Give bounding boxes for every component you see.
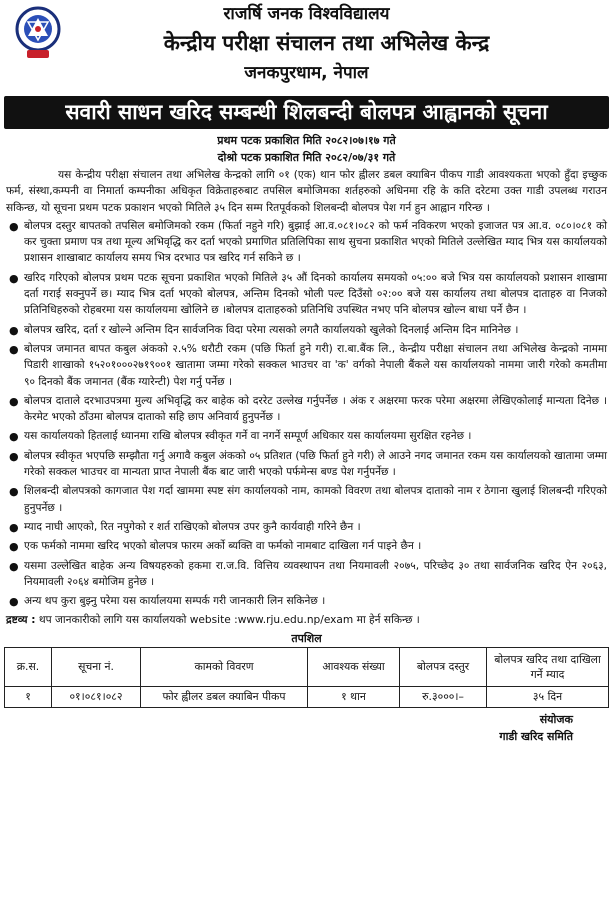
signature-block — [0, 711, 613, 745]
condition-item — [6, 519, 607, 535]
header-work-description: कामको विवरण — [141, 647, 308, 686]
bullet-icon: ● — [9, 540, 19, 554]
condition-text: अन्य थप कुरा बुझ्नु परेमा यस कार्यालयमा सम्पर्क गरी जानकारी लिन सकिनेछ । — [24, 595, 326, 608]
center-name: केन्द्रीय परीक्षा संचालन तथा अभिलेख केन्द्र — [163, 31, 490, 55]
condition-item — [6, 558, 607, 591]
condition-item — [6, 218, 607, 267]
condition-item — [6, 270, 607, 319]
bullet-icon: ● — [9, 559, 19, 573]
cell-sn: १ — [5, 686, 52, 707]
condition-item — [6, 448, 607, 481]
signature-committee: गाडी खरिद समिति — [499, 729, 573, 743]
intro-paragraph: यस केन्द्रीय परीक्षा संचालन तथा अभिलेख केन्द्रको लागि ०१ (एक) थान फोर ह्वीलर डबल क्याबिन पीकप गाडी आवश्यकता भएको हुँदा इच्छुक फर्म, संस्था,कम्पनी वा निमार्ता कम्पनीका अधिकृत विक्रेताहरुबाट तपसिल बमोजिमका शर्तहरुको अधिनमा रहि के कति दरेटमा उक्त गाडी उपलब्ध गराउन सकिन्छ, यो सूचना प्रथम पटक प्रकाशन भएको मितिले ३५ दिन सम्म रितपूर्वकको शिलबन्दी बोलपत्र पेश गर्न हुन आह्वान गरिन्छ । — [6, 169, 607, 214]
cell-deadline: ३५ दिन — [487, 686, 609, 707]
note — [6, 612, 607, 628]
condition-text: यस कार्यालयको हितलाई ध्यानमा राखि बोलपत्र स्वीकृत गर्ने वा नगर्ने सम्पूर्ण अधिकार यस कार्यालयमा सुरक्षित रहनेछ । — [24, 430, 472, 443]
notice-body — [0, 167, 613, 629]
bullet-icon: ● — [9, 595, 19, 609]
condition-item — [6, 341, 607, 390]
table-header-row — [5, 647, 609, 686]
notice-title-banner: सवारी साधन खरिद सम्बन्धी शिलबन्दी बोलपत्र आह्वानको सूचना — [4, 96, 609, 129]
condition-text: बोलपत्र जमानत बापत कबुल अंकको २.५% धरौटी रकम (पछि फिर्ता हुने गरी) रा.बा.बैंक लि., केन्द्रीय परीक्षा संचालन तथा अभिलेख केन्द्रको नाममा पिडारी शाखाको १५२०१०००२७१९००१ खातामा जम्मा गरेको सक्कल भाउचर वा 'क' वर्गको नेपाली बैंकले यस कार्यालयको नाममा जारी गरेको कमतीमा ९० दिनको बैंक जमानत (बैंक ग्यारेन्टी) पेश गर्नु पर्नेछ । — [24, 342, 607, 388]
condition-text: म्याद नाघी आएको, रित नपुगेको र शर्त राखिएको बोलपत्र उपर कुनै कार्यवाही गरिने छैन । — [24, 520, 361, 533]
condition-text: बोलपत्र दाताले दरभाउपत्रमा मुल्य अभिवृद्धि कर बाहेक को दररेट उल्लेख गर्नुपर्नेछ । अंक र अक्षरमा फरक परेमा अक्षरमा लेखिएकोलाई मान्यता दिनेछ । केरमेट भएको ठाँउमा बोलपत्र दाताको सहि छाप अनिवार्य हुनुपर्नेछ । — [24, 394, 607, 424]
bullet-icon: ● — [9, 485, 19, 499]
header-sn: क्र.स. — [5, 647, 52, 686]
condition-item — [6, 322, 607, 338]
bullet-icon: ● — [9, 520, 19, 534]
condition-item — [6, 593, 607, 609]
cell-notice-no: ०१।०८१।०८२ — [52, 686, 141, 707]
publication-dates — [0, 132, 613, 166]
header — [0, 0, 613, 96]
cell-fee: रु.३०००।– — [400, 686, 487, 707]
schedule-title: तपशिल — [291, 631, 322, 645]
header-deadline: बोलपत्र खरिद तथा दाखिला गर्ने म्याद — [487, 647, 609, 686]
bullet-icon: ● — [9, 342, 19, 356]
table-row — [5, 686, 609, 707]
bullet-icon: ● — [9, 271, 19, 285]
header-notice-no: सूचना नं. — [52, 647, 141, 686]
condition-item — [6, 483, 607, 516]
note-text: थप जानकारीको लागि यस कार्यालयको website :www.rju.edu.np/exam मा हेर्न सकिन्छ । — [38, 614, 420, 627]
first-publication-date: प्रथम पटक प्रकाशित मिति २०८२।०७।१७ गते — [217, 134, 396, 147]
note-label: द्रष्टव्य : — [6, 614, 36, 627]
condition-item — [6, 428, 607, 444]
bullet-icon: ● — [9, 394, 19, 408]
schedule-table — [4, 647, 609, 708]
university-name: राजर्षि जनक विश्वविद्यालय — [223, 4, 390, 24]
condition-text: एक फर्मको नाममा खरिद भएको बोलपत्र फारम अर्को ब्यक्ति वा फर्मको नामबाट दाखिला गर्न पाइने छैन । — [24, 540, 422, 553]
condition-item — [6, 538, 607, 554]
signature-role: संयोजक — [539, 712, 573, 726]
bullet-icon: ● — [9, 449, 19, 463]
condition-text: बोलपत्र स्वीकृत भएपछि सम्झौता गर्नु अगावै कबुल अंकको ०५ प्रतिशत (पछि फिर्ता हुने गरी) ले आउने नगद जमानत रकम यस कार्यालयको खातामा जम्मा गरेको सक्कल भाउचर वा मान्यता प्राप्त नेपाली बैंक बाट जारी भएको पर्फमेन्स बण्ड पेश गर्नुपर्नेछ । — [24, 449, 607, 479]
condition-text: शिलबन्दी बोलपत्रको कागजात पेश गर्दा खाममा स्पष्ट संग कार्यालयको नाम, कामको विवरण तथा बोलपत्र दाताको नाम र ठेगाना खुलाई शिलबन्दी गरिएको हुनुपर्नेछ । — [24, 485, 607, 514]
conditions-list — [6, 218, 607, 610]
header-fee: बोलपत्र दस्तुर — [400, 647, 487, 686]
second-publication-date: दोश्रो पटक प्रकाशित मिति २०८२/०७/३१ गते — [217, 151, 396, 164]
condition-text: बोलपत्र दस्तुर बापतको तपसिल बमोजिमको रकम (फिर्ता नहुने गरि) बुझाई आ.व.०८१।०८२ को फर्म नविकरण भएको इजाजत पत्र आ.व. ०८०।०८१ को कर चुक्ता प्रमाण पत्र तथा मूल्य अभिवृद्धि कर दर्ता भएको प्रमाणित प्रतिलिपिका साथ सुचना प्रकाशित भएको मितिले उल्लेखित म्याद भित्र यस कार्यालयको प्रशासन शाखाबाट कार्यालय समय भित्र दरभाउ पत्र खरिद गर्न सकिने छ । — [24, 219, 607, 265]
condition-text: बोलपत्र खरिद, दर्ता र खोल्ने अन्तिम दिन सार्वजनिक विदा परेमा त्यसको लगतै कार्यालयको खुलेको दिनलाई अन्तिम दिन मानिनेछ । — [24, 323, 519, 336]
bullet-icon: ● — [9, 219, 19, 233]
bullet-icon: ● — [9, 430, 19, 444]
condition-item — [6, 393, 607, 426]
condition-text: खरिद गरिएको बोलपत्र प्रथम पटक सूचना प्रकाशित भएको मितिले ३५ औं दिनको कार्यालय समयको ०५:०० बजे भित्र यस कार्यालयको प्रशासन शाखामा दर्ता गराई सक्नुपर्ने छ। म्याद भित्र दर्ता भएको बोलपत्र, अन्तिम दिनको भोली पल्ट दिउँसो ०२:०० बजे यस कार्यालय तथा बोलपत्र दाताहरु वा निजको प्रतिनिधिहरुको रोहबरमा यस कार्यालयमा खोलिने छ ।बोलपत्र दाताहरुको प्रतिनिधि उपस्थित नभए पनि बोलपत्र खोल्न बाधा पर्ने छैन । — [24, 271, 607, 317]
header-quantity: आवश्यक संख्या — [308, 647, 400, 686]
condition-text: यसमा उल्लेखित बाहेक अन्य विषयहरुको हकमा रा.ज.वि. वित्तिय व्यवस्थापन तथा नियमावली २०७५, परिच्छेद ३० तथा सार्वजनिक खरिद ऐन २०६३, नियमावली २०६४ बमोजिम हुनेछ । — [24, 559, 607, 588]
cell-work-description: फोर ह्वीलर डबल क्याबिन पीकप — [141, 686, 308, 707]
cell-quantity: १ थान — [308, 686, 400, 707]
bullet-icon: ● — [9, 323, 19, 337]
city-name: जनकपुरधाम, नेपाल — [244, 63, 369, 83]
